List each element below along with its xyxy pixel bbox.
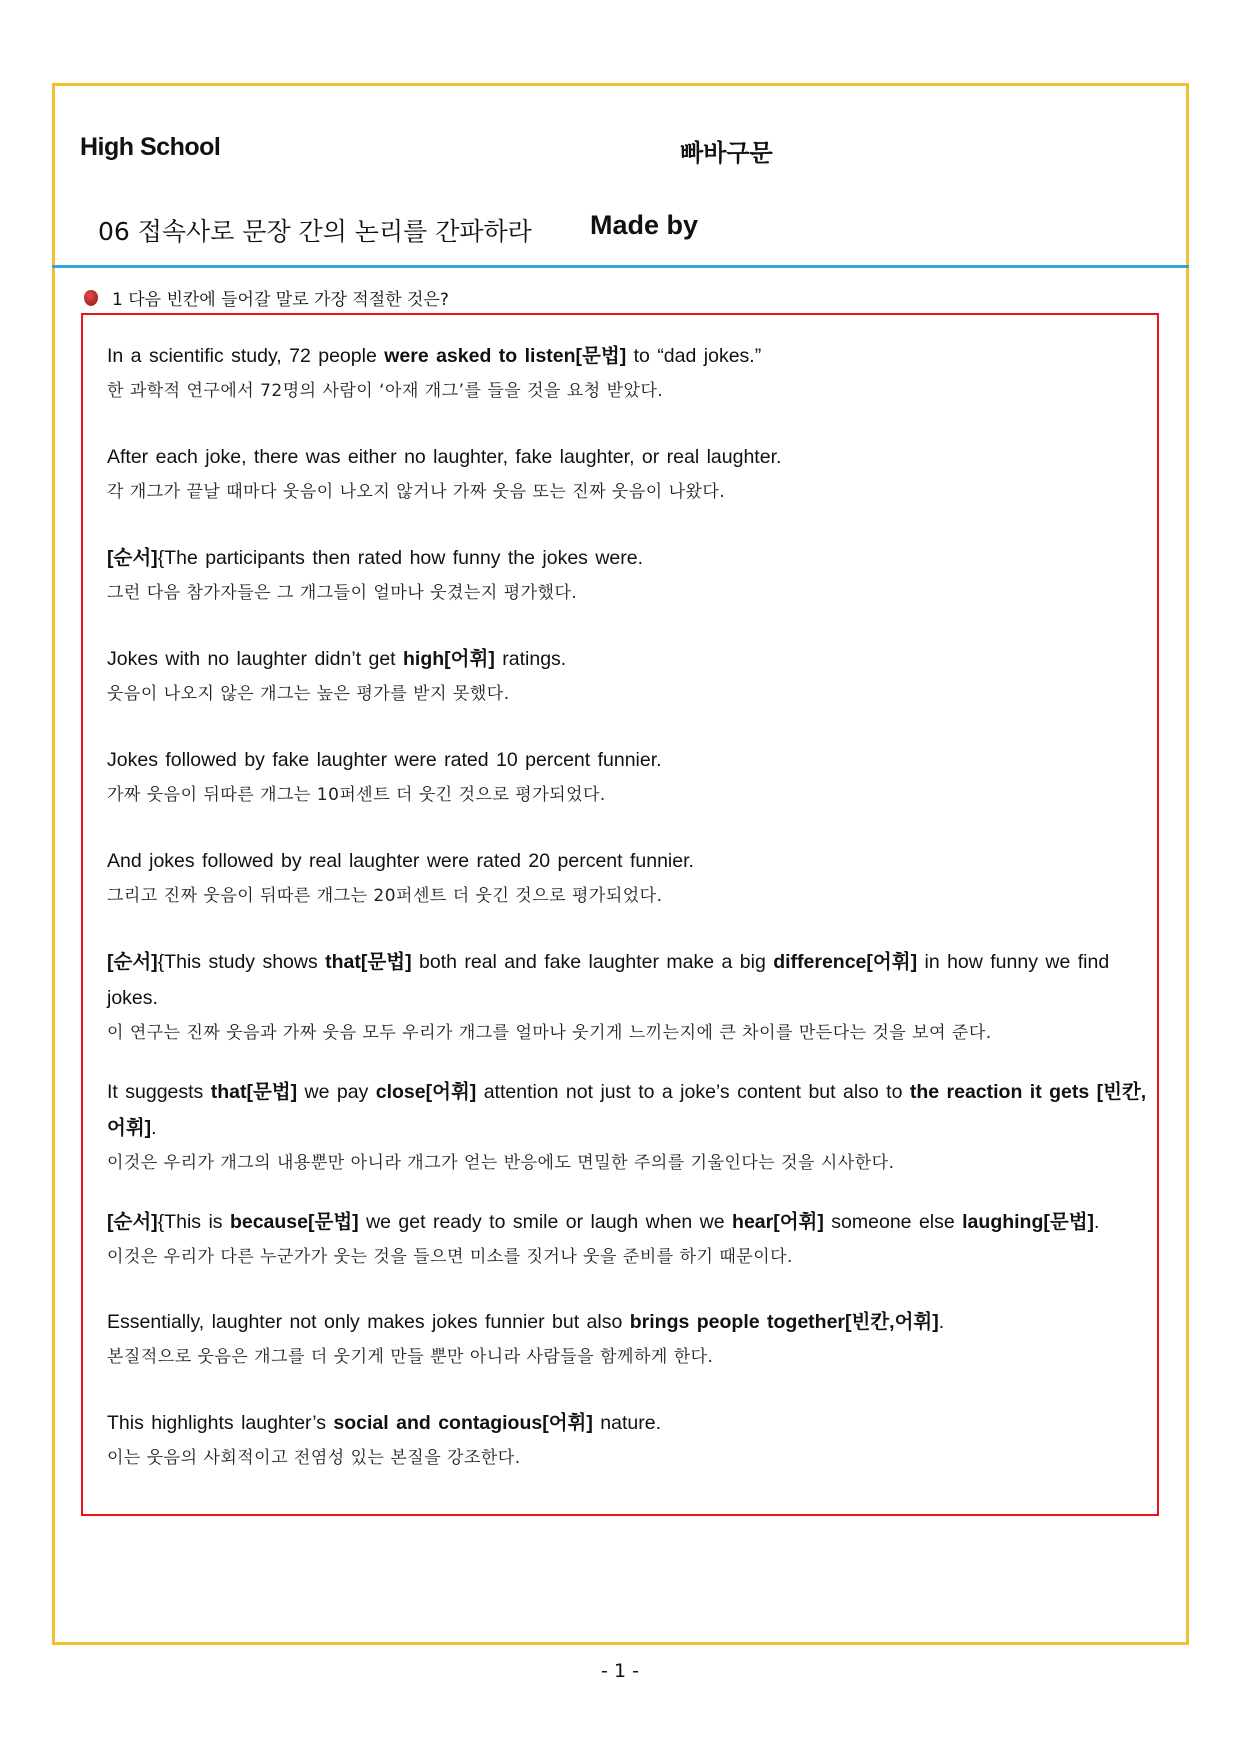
sentence-text: This highlights laughter’s <box>107 1412 334 1434</box>
korean-translation: 가짜 웃음이 뒤따른 개그는 10퍼센트 더 웃긴 것으로 평가되었다. <box>107 785 606 805</box>
sentence-text: . <box>938 1311 945 1333</box>
sentence-text: both real and fake laughter make a big <box>411 951 774 973</box>
annotated-phrase: brings people together[빈칸,어휘] <box>629 1311 939 1333</box>
sentence-text: After each joke, there was either no laughter, fake laughter, or real laughter. <box>107 446 782 468</box>
english-sentence <box>107 843 1152 879</box>
question-text: 1 다음 빈칸에 들어갈 말로 가장 적절한 것은? <box>112 290 449 310</box>
sentence-pair <box>107 843 1152 910</box>
english-sentence <box>107 742 1152 778</box>
sentence-pair <box>107 944 1152 1047</box>
sentence-pair <box>107 1204 1152 1271</box>
sentence-text: . <box>151 1117 157 1139</box>
english-sentence <box>107 439 1152 475</box>
english-sentence <box>92 1074 1152 1146</box>
english-sentence <box>107 1204 1152 1240</box>
sentence-pair <box>107 742 1152 809</box>
annotated-phrase: high[어휘] <box>403 648 495 670</box>
korean-translation: 각 개그가 끝날 때마다 웃음이 나오지 않거나 가짜 웃음 또는 진짜 웃음이 나왔다. <box>107 482 726 502</box>
sentence-text: {The participants then rated how funny the jokes were. <box>157 547 644 569</box>
annotated-phrase: hear[어휘] <box>732 1211 824 1233</box>
sentence-text: In a scientific study, 72 people <box>107 345 385 367</box>
sentence-text: someone else <box>823 1211 963 1233</box>
sentence-pair <box>107 641 1152 708</box>
korean-translation: 이것은 우리가 개그의 내용뿐만 아니라 개그가 얻는 반응에도 면밀한 주의를 기울인다는 것을 시사한다. <box>107 1153 895 1173</box>
lesson-title: 06 접속사로 문장 간의 논리를 간파하라 <box>98 217 532 246</box>
sentence-text: we pay <box>297 1081 376 1103</box>
annotated-phrase: close[어휘] <box>375 1081 477 1103</box>
annotated-phrase: difference[어휘] <box>773 951 918 973</box>
annotated-phrase: that[문법] <box>210 1081 298 1103</box>
sentence-pair <box>107 1304 1152 1371</box>
english-sentence <box>107 641 1152 677</box>
made-by-label: Made by <box>590 210 699 240</box>
sentence-text: we get ready to smile or laugh when we <box>358 1211 733 1233</box>
sentence-text: attention not just to a joke’s content but also to <box>476 1081 910 1103</box>
korean-translation: 한 과학적 연구에서 72명의 사람이 ‘아재 개그’를 들을 것을 요청 받았다. <box>107 381 664 401</box>
sentence-text: Jokes followed by fake laughter were rated 10 percent funnier. <box>107 749 662 771</box>
series-title: 빠바구문 <box>680 139 773 167</box>
annotated-phrase: [순서] <box>107 1211 158 1233</box>
korean-translation: 그리고 진짜 웃음이 뒤따른 개그는 20퍼센트 더 웃긴 것으로 평가되었다. <box>107 886 663 906</box>
sentence-text: {This is <box>157 1211 230 1233</box>
sentence-pair <box>107 338 1152 405</box>
red-bullet-icon <box>84 290 98 306</box>
annotated-phrase: were asked to listen[문법] <box>384 345 627 367</box>
sentence-text: to “dad jokes.” <box>626 345 762 367</box>
annotated-phrase: the reaction it gets [빈칸,어휘] <box>107 1081 1147 1139</box>
sentence-text: in how funny we find jokes. <box>107 951 1110 1009</box>
sentence-pair <box>107 1074 1152 1177</box>
sentence-pair <box>107 540 1152 607</box>
sentence-text: . <box>1094 1211 1100 1233</box>
sentence-pair <box>107 439 1152 506</box>
sentence-pair <box>107 1405 1152 1472</box>
annotated-phrase: social and contagious[어휘] <box>333 1412 593 1434</box>
sentence-text: nature. <box>592 1412 661 1434</box>
korean-translation: 이는 웃음의 사회적이고 전염성 있는 본질을 강조한다. <box>107 1448 521 1468</box>
annotated-phrase: laughing[문법] <box>962 1211 1095 1233</box>
annotated-phrase: [순서] <box>107 547 158 569</box>
annotated-phrase: [순서] <box>107 951 158 973</box>
sentence-text: ratings. <box>494 648 567 670</box>
sentence-text: Essentially, laughter not only makes jokes funnier but also <box>107 1311 630 1333</box>
korean-translation: 그런 다음 참가자들은 그 개그들이 얼마나 웃겼는지 평가했다. <box>107 583 578 603</box>
english-sentence <box>107 1304 1152 1340</box>
annotated-phrase: that[문법] <box>325 951 412 973</box>
sentence-text: {This study shows <box>157 951 326 973</box>
korean-translation: 웃음이 나오지 않은 개그는 높은 평가를 받지 못했다. <box>107 684 510 704</box>
english-sentence <box>92 944 1152 1016</box>
korean-translation: 본질적으로 웃음은 개그를 더 웃기게 만들 뿐만 아니라 사람들을 함께하게 한다. <box>107 1347 714 1367</box>
school-level-label: High School <box>80 133 221 161</box>
sentence-text: It suggests <box>107 1081 211 1103</box>
question-prompt <box>84 285 449 310</box>
page-number: - 1 - <box>601 1660 639 1682</box>
sentence-text: And jokes followed by real laughter were rated 20 percent funnier. <box>107 850 694 872</box>
header-divider <box>52 265 1189 268</box>
english-sentence <box>107 1405 1152 1441</box>
english-sentence <box>107 338 1152 374</box>
annotated-phrase: because[문법] <box>229 1211 359 1233</box>
sentence-text: Jokes with no laughter didn’t get <box>107 648 404 670</box>
korean-translation: 이 연구는 진짜 웃음과 가짜 웃음 모두 우리가 개그를 얼마나 웃기게 느끼는지에 큰 차이를 만든다는 것을 보여 준다. <box>107 1023 992 1043</box>
korean-translation: 이것은 우리가 다른 누군가가 웃는 것을 들으면 미소를 짓거나 웃을 준비를 하기 때문이다. <box>107 1247 793 1267</box>
english-sentence <box>107 540 1152 576</box>
